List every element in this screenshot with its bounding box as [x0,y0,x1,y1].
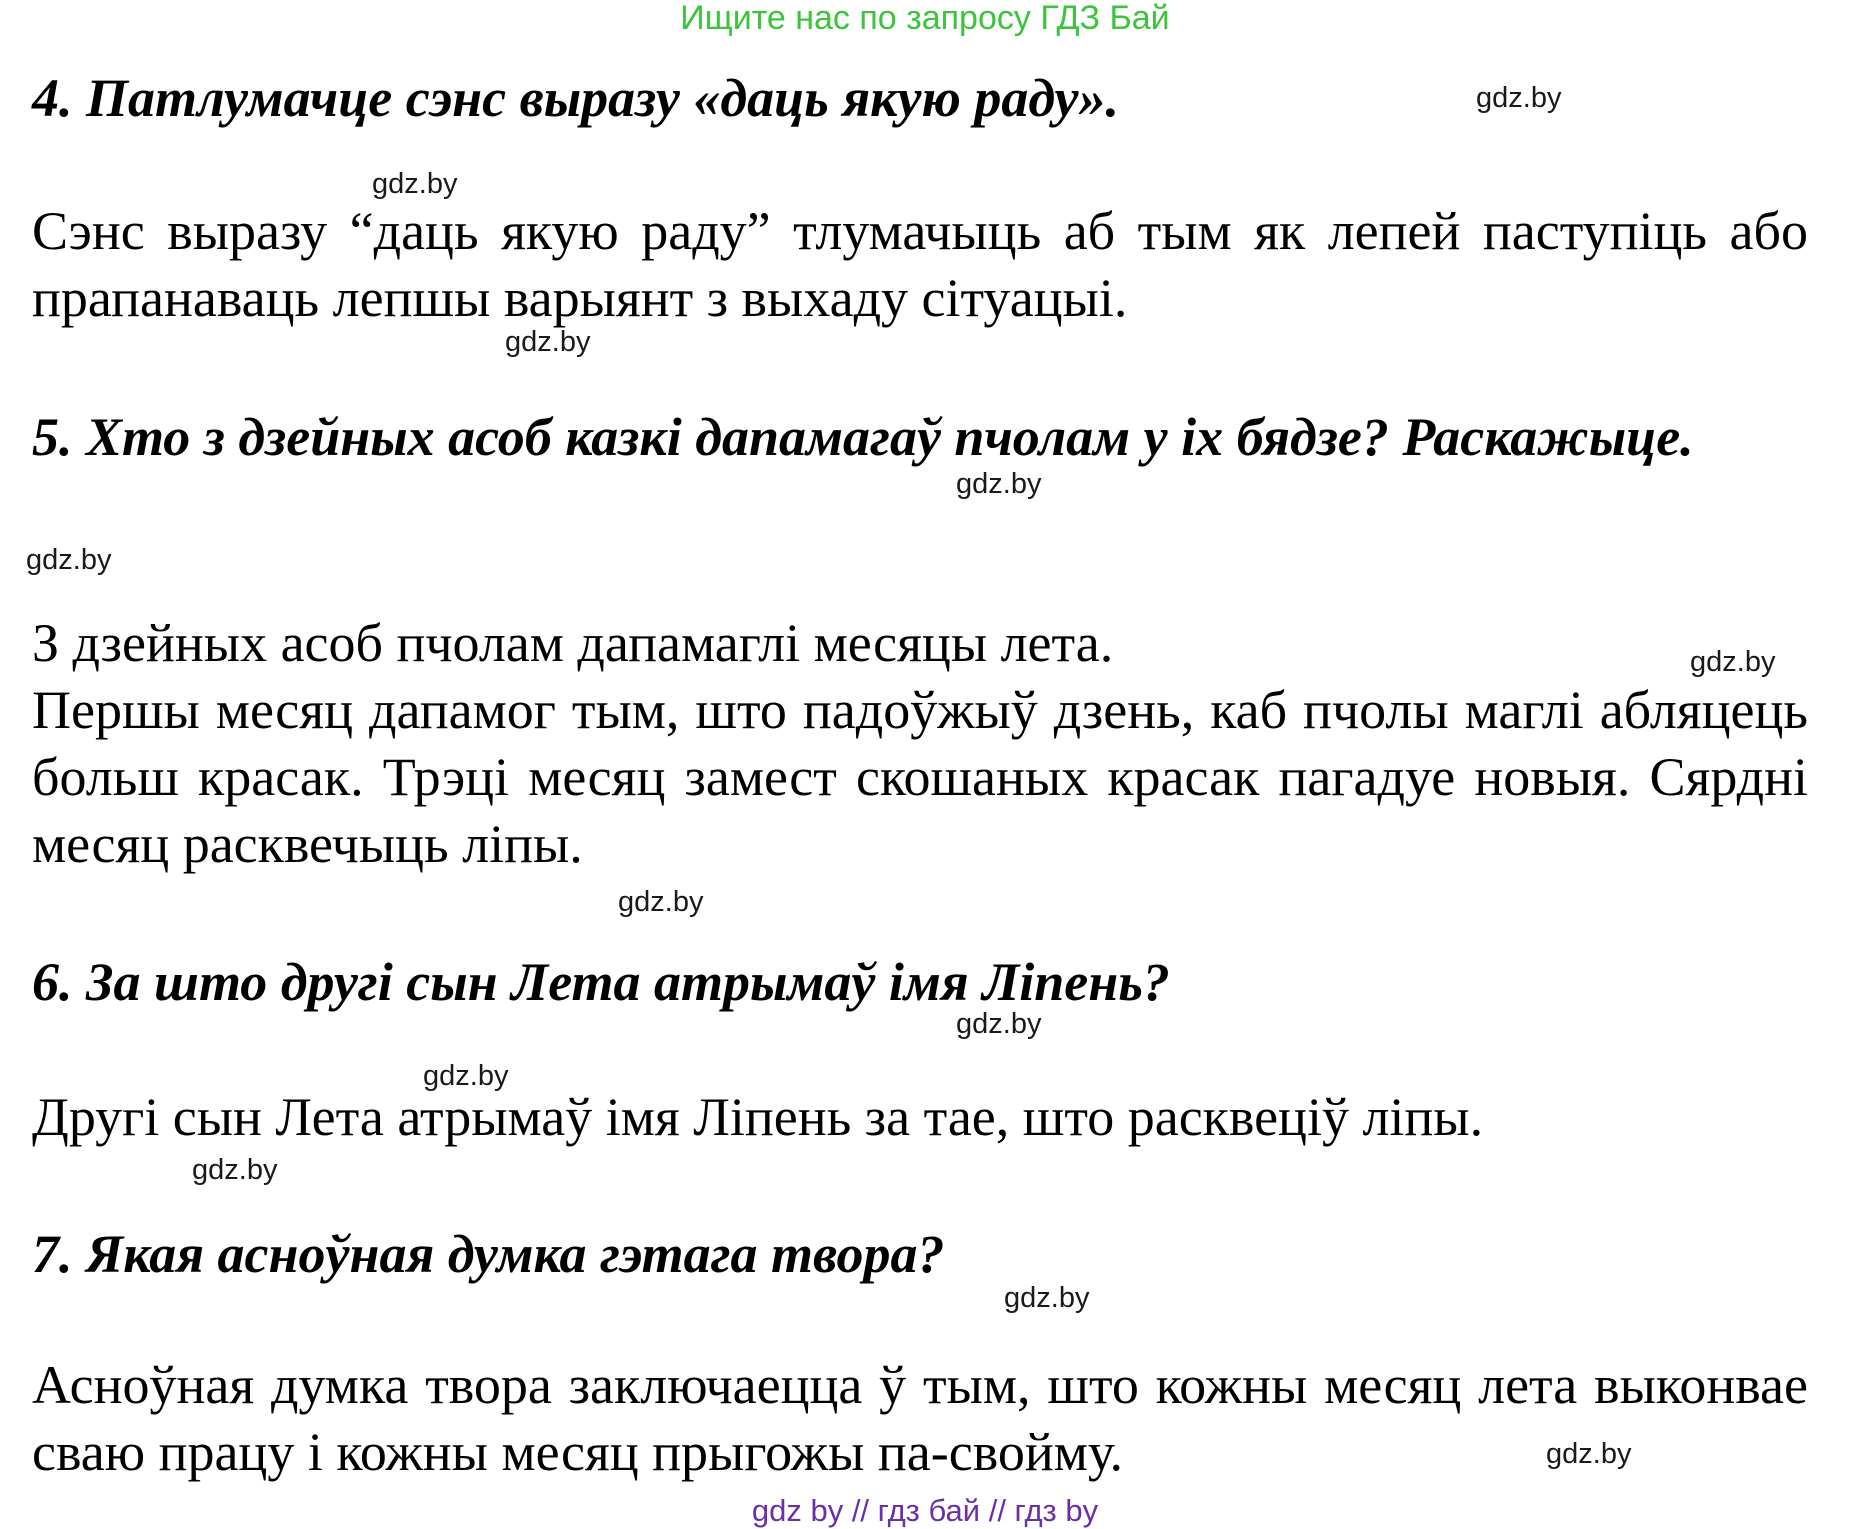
watermark: gdz.by [956,1008,1042,1040]
watermark: gdz.by [1476,82,1562,114]
question-4: 4. Патлумачце сэнс выразу «даць якую раду». [32,68,1119,128]
answer-7 [32,1352,1808,1486]
answer-7-text: Асноўная думка твора заключаецца ў тым, што кожны месяц лета выконвае сваю працу і кожны месяц прыгожы па-свойму. [32,1355,1808,1482]
watermark: gdz.by [618,886,704,918]
answer-4 [32,198,1808,332]
watermark: gdz.by [505,326,591,358]
watermark: gdz.by [1690,646,1776,678]
watermark: gdz.by [423,1060,509,1092]
answer-5 [32,610,1808,878]
answer-4-text: Сэнс выразу “даць якую раду” тлумачыць аб тым як лепей паступіць або прапанаваць лепшы варыянт з выхаду сітуацыі. [32,201,1808,328]
watermark: gdz.by [956,468,1042,500]
answer-5-line1: З дзейных асоб пчолам дапамаглі месяцы лета. [32,613,1114,673]
watermark: gdz.by [1004,1282,1090,1314]
question-7: 7. Якая асноўная думка гэтага твора? [32,1224,945,1284]
top-banner: Ищите нас по запросу ГДЗ Бай [680,0,1170,37]
answer-6 [32,1084,1808,1151]
watermark: gdz.by [26,544,112,576]
answer-5-line2: Першы месяц дапамог тым, што падоўжыў дзень, каб пчолы маглі абляцець больш красак. Трэці месяц замест скошаных красак пагадуе новыя. Сярдні месяц расквечыць ліпы. [32,680,1808,874]
watermark: gdz.by [192,1154,278,1186]
watermark: gdz.by [1546,1438,1632,1470]
watermark: gdz.by [372,168,458,200]
question-5: 5. Хто з дзейных асоб казкі дапамагаў пчолам у іх бядзе? Раскажыце. [32,407,1694,467]
answer-6-text: Другі сын Лета атрымаў імя Ліпень за тае, што расквеціў ліпы. [32,1087,1484,1147]
question-6: 6. За што другі сын Лета атрымаў імя Ліпень? [32,952,1170,1012]
footer-watermark: gdz by // гдз бай // гдз by [751,1493,1099,1528]
